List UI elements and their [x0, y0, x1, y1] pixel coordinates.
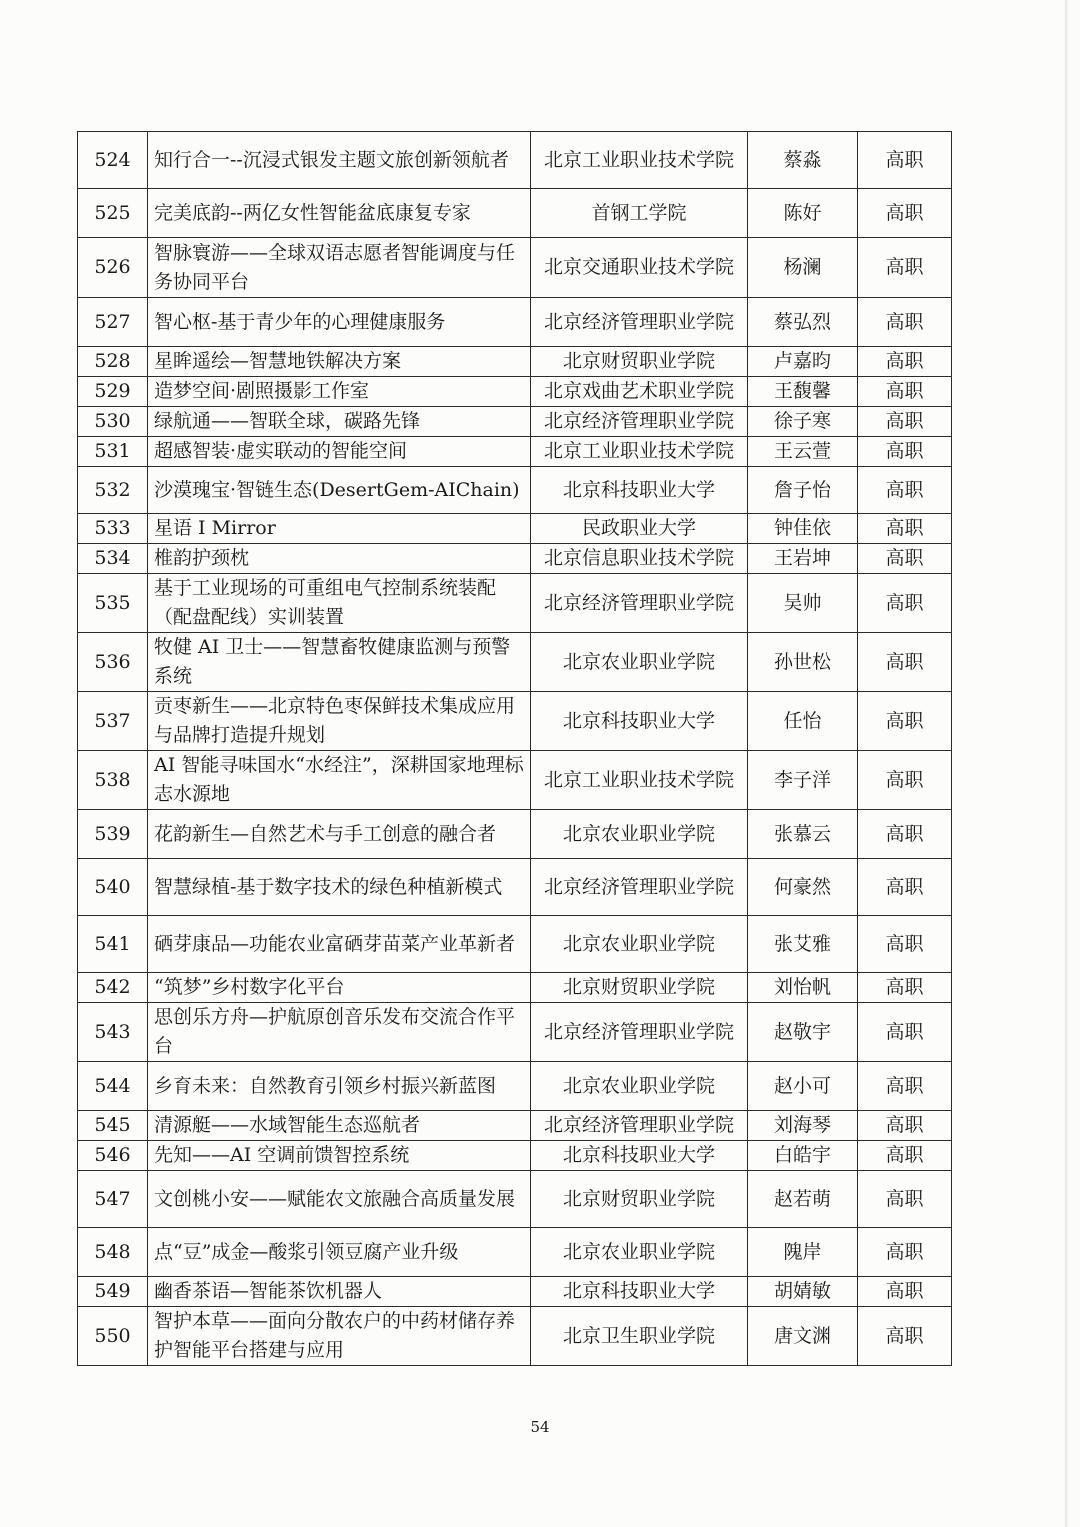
leader-name: 胡婧敏	[748, 1277, 858, 1307]
row-number: 532	[78, 467, 148, 514]
education-level: 高职	[858, 514, 952, 544]
leader-name: 刘怡帆	[748, 973, 858, 1003]
project-title: 智护本草——面向分散农户的中药材储存养护智能平台搭建与应用	[148, 1307, 531, 1366]
leader-name: 徐子寒	[748, 407, 858, 437]
row-number: 546	[78, 1141, 148, 1171]
leader-name: 王岩坤	[748, 544, 858, 574]
leader-name: 赵若萌	[748, 1171, 858, 1228]
school-name: 北京科技职业大学	[531, 467, 748, 514]
leader-name: 蔡淼	[748, 132, 858, 189]
education-level: 高职	[858, 692, 952, 751]
row-number: 545	[78, 1111, 148, 1141]
table-row	[78, 1141, 952, 1171]
school-name: 北京农业职业学院	[531, 1228, 748, 1277]
page-number: 54	[530, 1418, 550, 1436]
row-number: 541	[78, 916, 148, 973]
row-number: 524	[78, 132, 148, 189]
project-title: 基于工业现场的可重组电气控制系统装配（配盘配线）实训装置	[148, 574, 531, 633]
project-title: “筑梦”乡村数字化平台	[148, 973, 531, 1003]
school-name: 北京财贸职业学院	[531, 973, 748, 1003]
row-number: 539	[78, 810, 148, 859]
education-level: 高职	[858, 132, 952, 189]
row-number: 529	[78, 377, 148, 407]
leader-name: 詹子怡	[748, 467, 858, 514]
table-row	[78, 189, 952, 238]
row-number: 538	[78, 751, 148, 810]
table-row	[78, 810, 952, 859]
leader-name: 卢嘉昀	[748, 347, 858, 377]
school-name: 北京科技职业大学	[531, 1277, 748, 1307]
project-title: 清源艇——水域智能生态巡航者	[148, 1111, 531, 1141]
education-level: 高职	[858, 347, 952, 377]
school-name: 北京工业职业技术学院	[531, 751, 748, 810]
project-title: 沙漠瑰宝·智链生态(DesertGem-AIChain)	[148, 467, 531, 514]
row-number: 548	[78, 1228, 148, 1277]
education-level: 高职	[858, 1171, 952, 1228]
table-row	[78, 916, 952, 973]
school-name: 北京戏曲艺术职业学院	[531, 377, 748, 407]
education-level: 高职	[858, 574, 952, 633]
leader-name: 唐文渊	[748, 1307, 858, 1366]
table-row	[78, 1003, 952, 1062]
school-name: 北京信息职业技术学院	[531, 544, 748, 574]
row-number: 542	[78, 973, 148, 1003]
leader-name: 任怡	[748, 692, 858, 751]
leader-name: 张慕云	[748, 810, 858, 859]
project-title: 花韵新生—自然艺术与手工创意的融合者	[148, 810, 531, 859]
school-name: 北京经济管理职业学院	[531, 574, 748, 633]
education-level: 高职	[858, 1062, 952, 1111]
project-title: 智慧绿植-基于数字技术的绿色种植新模式	[148, 859, 531, 916]
school-name: 北京工业职业技术学院	[531, 132, 748, 189]
education-level: 高职	[858, 1141, 952, 1171]
education-level: 高职	[858, 1003, 952, 1062]
page-edge	[1065, 0, 1068, 1527]
project-title: 智脉寰游——全球双语志愿者智能调度与任务协同平台	[148, 238, 531, 298]
row-number: 525	[78, 189, 148, 238]
school-name: 北京农业职业学院	[531, 810, 748, 859]
table-row	[78, 1111, 952, 1141]
row-number: 526	[78, 238, 148, 298]
table-row	[78, 1062, 952, 1111]
education-level: 高职	[858, 377, 952, 407]
education-level: 高职	[858, 298, 952, 347]
school-name: 北京卫生职业学院	[531, 1307, 748, 1366]
table-row	[78, 973, 952, 1003]
leader-name: 蔡弘烈	[748, 298, 858, 347]
school-name: 北京科技职业大学	[531, 1141, 748, 1171]
row-number: 537	[78, 692, 148, 751]
table-row	[78, 514, 952, 544]
leader-name: 陈好	[748, 189, 858, 238]
school-name: 北京经济管理职业学院	[531, 407, 748, 437]
project-table	[77, 131, 952, 1366]
school-name: 北京经济管理职业学院	[531, 1003, 748, 1062]
table-row	[78, 298, 952, 347]
education-level: 高职	[858, 810, 952, 859]
table-row	[78, 692, 952, 751]
table-row	[78, 407, 952, 437]
project-title: 智心枢-基于青少年的心理健康服务	[148, 298, 531, 347]
project-title: 造梦空间·剧照摄影工作室	[148, 377, 531, 407]
education-level: 高职	[858, 1307, 952, 1366]
school-name: 北京经济管理职业学院	[531, 859, 748, 916]
project-title: 超感智装·虚实联动的智能空间	[148, 437, 531, 467]
project-title: 贡枣新生——北京特色枣保鲜技术集成应用与品牌打造提升规划	[148, 692, 531, 751]
project-title: 点“豆”成金—酸浆引领豆腐产业升级	[148, 1228, 531, 1277]
row-number: 531	[78, 437, 148, 467]
table-row	[78, 574, 952, 633]
leader-name: 张艾雅	[748, 916, 858, 973]
leader-name: 白皓宇	[748, 1141, 858, 1171]
leader-name: 赵敬宇	[748, 1003, 858, 1062]
table-row	[78, 132, 952, 189]
row-number: 534	[78, 544, 148, 574]
row-number: 535	[78, 574, 148, 633]
table-row	[78, 1171, 952, 1228]
leader-name: 孙世松	[748, 633, 858, 692]
project-title: 幽香茶语—智能茶饮机器人	[148, 1277, 531, 1307]
table-row	[78, 377, 952, 407]
education-level: 高职	[858, 1277, 952, 1307]
row-number: 547	[78, 1171, 148, 1228]
project-title: 思创乐方舟—护航原创音乐发布交流合作平台	[148, 1003, 531, 1062]
school-name: 北京经济管理职业学院	[531, 298, 748, 347]
education-level: 高职	[858, 467, 952, 514]
project-title: 乡育未来：自然教育引领乡村振兴新蓝图	[148, 1062, 531, 1111]
school-name: 北京交通职业技术学院	[531, 238, 748, 298]
leader-name: 王馥馨	[748, 377, 858, 407]
leader-name: 王云萱	[748, 437, 858, 467]
row-number: 544	[78, 1062, 148, 1111]
leader-name: 吴帅	[748, 574, 858, 633]
education-level: 高职	[858, 407, 952, 437]
table-row	[78, 544, 952, 574]
school-name: 民政职业大学	[531, 514, 748, 544]
leader-name: 赵小可	[748, 1062, 858, 1111]
table-row	[78, 347, 952, 377]
row-number: 549	[78, 1277, 148, 1307]
education-level: 高职	[858, 437, 952, 467]
row-number: 528	[78, 347, 148, 377]
project-title: 文创桃小安——赋能农文旅融合高质量发展	[148, 1171, 531, 1228]
project-title: 完美底韵--两亿女性智能盆底康复专家	[148, 189, 531, 238]
school-name: 北京财贸职业学院	[531, 347, 748, 377]
table-row	[78, 467, 952, 514]
table-row	[78, 1277, 952, 1307]
leader-name: 钟佳依	[748, 514, 858, 544]
leader-name: 杨澜	[748, 238, 858, 298]
project-title: 先知——AI 空调前馈智控系统	[148, 1141, 531, 1171]
table-row	[78, 859, 952, 916]
project-title: 绿航通——智联全球，碳路先锋	[148, 407, 531, 437]
school-name: 北京农业职业学院	[531, 916, 748, 973]
row-number: 550	[78, 1307, 148, 1366]
project-title: AI 智能寻味国水“水经注”，深耕国家地理标志水源地	[148, 751, 531, 810]
leader-name: 隗岸	[748, 1228, 858, 1277]
education-level: 高职	[858, 544, 952, 574]
education-level: 高职	[858, 189, 952, 238]
project-title: 星眸遥绘—智慧地铁解决方案	[148, 347, 531, 377]
leader-name: 李子洋	[748, 751, 858, 810]
education-level: 高职	[858, 859, 952, 916]
education-level: 高职	[858, 973, 952, 1003]
education-level: 高职	[858, 1228, 952, 1277]
table-row	[78, 633, 952, 692]
project-title: 椎韵护颈枕	[148, 544, 531, 574]
row-number: 540	[78, 859, 148, 916]
school-name: 首钢工学院	[531, 189, 748, 238]
row-number: 543	[78, 1003, 148, 1062]
leader-name: 何豪然	[748, 859, 858, 916]
school-name: 北京财贸职业学院	[531, 1171, 748, 1228]
school-name: 北京农业职业学院	[531, 1062, 748, 1111]
education-level: 高职	[858, 238, 952, 298]
row-number: 527	[78, 298, 148, 347]
project-title: 星语 I Mirror	[148, 514, 531, 544]
table-row	[78, 1228, 952, 1277]
education-level: 高职	[858, 1111, 952, 1141]
table-row	[78, 1307, 952, 1366]
table-row	[78, 437, 952, 467]
project-title: 牧健 AI 卫士——智慧畜牧健康监测与预警系统	[148, 633, 531, 692]
table-row	[78, 751, 952, 810]
project-title: 硒芽康品—功能农业富硒芽苗菜产业革新者	[148, 916, 531, 973]
education-level: 高职	[858, 751, 952, 810]
leader-name: 刘海琴	[748, 1111, 858, 1141]
row-number: 536	[78, 633, 148, 692]
school-name: 北京科技职业大学	[531, 692, 748, 751]
table-body	[78, 132, 952, 1366]
row-number: 533	[78, 514, 148, 544]
row-number: 530	[78, 407, 148, 437]
table-row	[78, 238, 952, 298]
education-level: 高职	[858, 916, 952, 973]
school-name: 北京工业职业技术学院	[531, 437, 748, 467]
education-level: 高职	[858, 633, 952, 692]
school-name: 北京经济管理职业学院	[531, 1111, 748, 1141]
project-title: 知行合一--沉浸式银发主题文旅创新领航者	[148, 132, 531, 189]
school-name: 北京农业职业学院	[531, 633, 748, 692]
